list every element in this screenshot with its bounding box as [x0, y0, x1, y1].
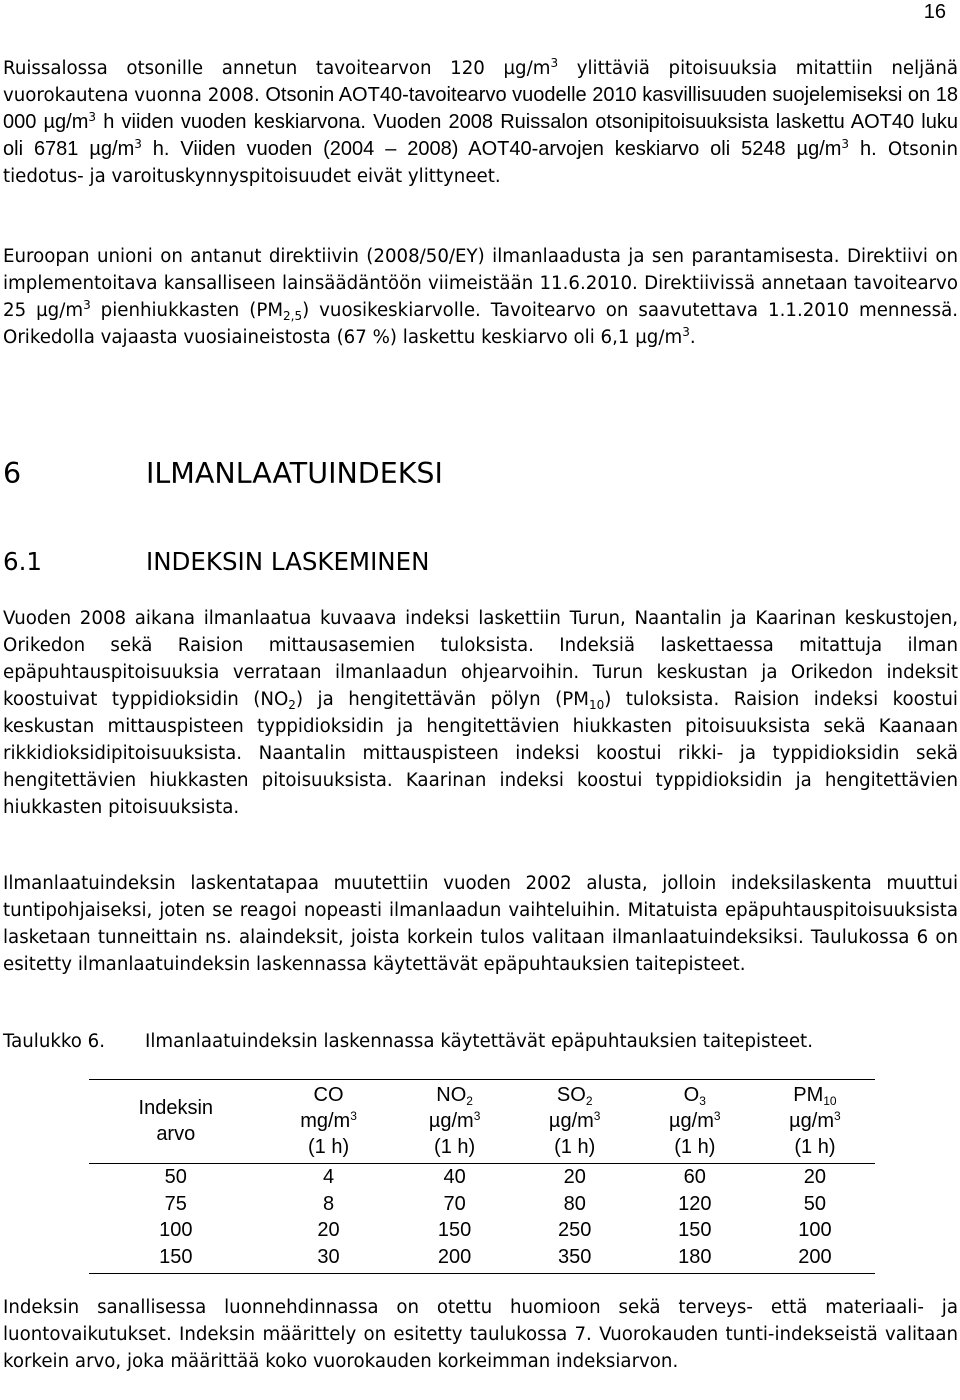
table-cell: 80 [563, 1192, 586, 1215]
index-column-header [89, 1080, 263, 1164]
averaging-period: (1 h) [554, 1136, 596, 1158]
pollutant-unit: $mg/m^3$ [300, 1109, 357, 1132]
text-span: Vuoden 2008 aikana ilmanlaatua kuvaava indeksi laskettiin Turun, Naantalin ja Kaarinan keskustojen, Orikedon sekä Raision mittausasemien tuloksista. Indeksiä laskettaessa mitattuja ilman epäpuhtauspitoisuuksia verrataan ilmanlaadun ohjearvoihin. Turun keskustan ja Orikedon indeksit koostuivat typpidioksidin (NO [3, 608, 958, 710]
superscript: 3 [83, 298, 91, 312]
table-cell: 60 [683, 1166, 706, 1189]
paragraph-eu-directive [3, 243, 958, 351]
pollutant-name: $NO_2$ [436, 1084, 473, 1108]
section-heading [3, 456, 443, 492]
column-header-no2 [395, 1080, 515, 1164]
table-cell: 150 [89, 1244, 263, 1274]
table-cell: 120 [678, 1192, 712, 1215]
superscript: 3 [550, 56, 559, 70]
table-header-row [89, 1080, 875, 1164]
header-line: Indeksin [138, 1097, 214, 1119]
superscript: 3 [134, 137, 142, 151]
column-header-so2 [515, 1080, 635, 1164]
text-span: Ruissalossa otsonille annetun tavoitearvon 120 µg/m [3, 58, 551, 79]
pollutant-name: $SO_2$ [556, 1084, 593, 1108]
table-cell: 70 [443, 1192, 466, 1215]
table-cell: 100 [798, 1219, 832, 1242]
averaging-period: (1 h) [434, 1136, 476, 1158]
text-span: Otsonin tiedotus- ja varoituskynnyspitoisuudet eivät ylittyneet. [3, 139, 958, 187]
table-cell: 4 [322, 1166, 335, 1189]
table-cell: 20 [563, 1166, 586, 1189]
page-number: 16 [923, 1, 946, 23]
breakpoint-table [89, 1079, 875, 1274]
table-cell: 40 [443, 1166, 466, 1189]
section-title: ILMANLAATUINDEKSI [146, 457, 443, 490]
caption-text: Ilmanlaatuindeksin laskennassa käytettävät epäpuhtauksien taitepisteet. [145, 1031, 813, 1052]
table-cell: 20 [317, 1219, 340, 1242]
pollutant-name: CO [313, 1084, 344, 1106]
text-span: ) tuloksista. Raision indeksi koostui keskustan mittauspisteen typpidioksidin ja hengitettävien hiukkasten pitoisuuksista sekä Kaanaan rikkidioksidipitoisuuksista. Naantalin mittauspisteen indeksi koostui rikki- ja typpidioksidin sekä hengitettävien hiukkasten pitoisuuksista. Kaarinan indeksi koostui typpidioksidin ja hengitettävien hiukkasten pitoisuuksista. [3, 689, 958, 818]
text-span: Euroopan unioni on antanut direktiivin (2008/50/EY) ilmanlaadusta ja sen parantamisesta. Direktiivi on implementoitava kansalliseen lainsäädäntöön viimeistään 11.6.2010. Direktiivissä annetaan tavoitearvo 25 µg/m [3, 246, 958, 321]
table-cell: 150 [437, 1219, 472, 1242]
column-header-co [263, 1080, 395, 1164]
superscript: 3 [841, 137, 850, 151]
averaging-period: (1 h) [674, 1136, 716, 1158]
text-span: h. [849, 138, 877, 160]
table-row [89, 1164, 875, 1191]
table-cell: 50 [164, 1166, 187, 1189]
table-cell: 200 [395, 1244, 515, 1274]
table-row [89, 1244, 875, 1274]
text-span: ) vuosikeskiarvolle. Tavoitearvo on saavutettava 1.1.2010 mennessä. Orikedolla vajaasta vuosiaineistosta (67 %) laskettu keskiarvo oli 6,1 µg/m [3, 300, 959, 348]
caption-label: Taulukko 6. [3, 1031, 106, 1052]
text-span: ylittäviä pitoisuuksia mitattiin neljänä vuorokautena vuonna 2008. [3, 58, 959, 106]
text-span: h viiden vuoden keskiarvona. Vuoden 2008 Ruissalon otsonipitoisuuksista laskettu AOT40 luku oli 6781 µg/m [3, 111, 958, 160]
text-span: Otsonin AOT40-tavoitearvo vuodelle 2010 kasvillisuuden suojelemiseksi on 18 000 µg/m [3, 84, 958, 133]
table-cell: 180 [635, 1244, 755, 1274]
table-cell: 100 [159, 1219, 193, 1242]
averaging-period: (1 h) [794, 1136, 836, 1158]
paragraph-ozone [3, 55, 958, 190]
subsection-heading [3, 546, 429, 578]
pollutant-unit: $\mu g/m^3$ [789, 1109, 841, 1132]
table-cell: 75 [164, 1192, 187, 1215]
pollutant-unit: $\mu g/m^3$ [428, 1109, 481, 1132]
table-cell: 8 [322, 1192, 335, 1215]
pollutant-unit: $\mu g/m^3$ [669, 1109, 721, 1132]
superscript: 3 [88, 110, 97, 124]
table-cell: 150 [678, 1219, 712, 1242]
column-header-o3 [635, 1080, 755, 1164]
superscript: 3 [682, 325, 690, 339]
averaging-period: (1 h) [307, 1136, 350, 1158]
subsection-number: 6.1 [3, 547, 42, 576]
paragraph-index-description: Indeksin sanallisessa luonnehdinnassa on otettu huomioon sekä terveys- että materiaali- ja luontovaikutukset. Indeksin määrittely on esitetty taulukossa 7. Vuorokauden tunti-indekseistä valitaan korkein arvo, joka määrittää koko vuorokauden korkeimman indeksiarvon. [3, 1297, 958, 1372]
text-span: h. Viiden vuoden (2004 – 2008) AOT40-arvojen keskiarvo oli 5248 µg/m [141, 138, 842, 160]
header-line: arvo [156, 1123, 196, 1145]
subscript: 2,5 [283, 309, 303, 323]
pollutant-name: $PM_{10}$ [793, 1084, 837, 1108]
table-cell: 30 [263, 1244, 395, 1274]
table-cell: 250 [558, 1219, 592, 1242]
text-span: . [689, 327, 696, 348]
pollutant-unit: $\mu g/m^3$ [548, 1109, 601, 1132]
paragraph-method-change: Ilmanlaatuindeksin laskentatapaa muutettiin vuoden 2002 alusta, jolloin indeksilaskenta muuttui tuntipohjaiseksi, joten se reagoi nopeasti ilmanlaadun vaihteluihin. Mitatuista epäpuhtauspitoisuuksista lasketaan tunneittain ns. alaindeksit, joista korkein tulos valitaan ilmanlaatuindeksiksi. Taulukossa 6 on esitetty ilmanlaatuindeksin laskennassa käytettävät epäpuhtauksien taitepisteet. [3, 873, 958, 975]
table-cell: 20 [803, 1166, 827, 1189]
text-span: ) ja hengitettävän pölyn (PM [295, 689, 589, 710]
table-row [89, 1191, 875, 1218]
table-cell: 50 [803, 1192, 827, 1215]
pollutant-name: $O_3$ [683, 1084, 706, 1108]
subscript: 10 [588, 698, 605, 712]
subsection-title: INDEKSIN LASKEMINEN [146, 547, 430, 576]
paragraph-index-calculation [3, 605, 958, 821]
table-cell: 350 [515, 1244, 635, 1274]
table-caption [3, 1028, 813, 1055]
table-cell: 200 [755, 1244, 875, 1274]
table-row [89, 1217, 875, 1244]
subscript: 2 [288, 698, 296, 712]
section-number: 6 [3, 457, 22, 490]
column-header-pm10 [755, 1080, 875, 1164]
text-span: pienhiukkasten (PM [90, 300, 284, 321]
